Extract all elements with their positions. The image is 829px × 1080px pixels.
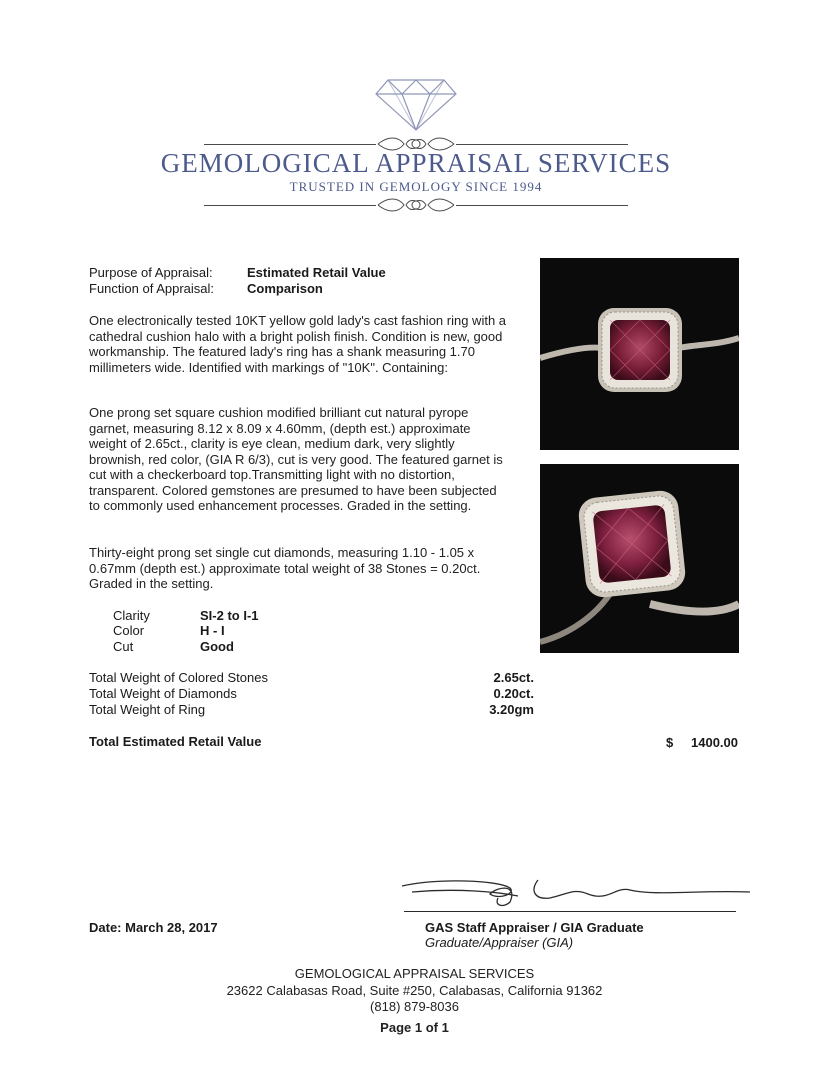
header-bottom-rule-right (456, 205, 628, 206)
header-top-rule-right (456, 144, 628, 145)
color-value: H - I (200, 623, 225, 638)
retail-value-label: Total Estimated Retail Value (89, 734, 262, 749)
ring-photo-angle (540, 464, 739, 653)
colored-stones-weight-value: 2.65ct. (493, 670, 534, 685)
page-number: Page 1 of 1 (380, 1020, 449, 1035)
appraisal-date: Date: March 28, 2017 (89, 920, 218, 935)
diamonds-weight-label: Total Weight of Diamonds (89, 686, 237, 701)
diamond-logo-icon (374, 78, 458, 132)
ring-photo-top (540, 258, 739, 450)
bottom-scroll-ornament-icon (376, 195, 456, 215)
ring-weight-value: 3.20gm (489, 702, 534, 717)
diamonds-weight-value: 0.20ct. (493, 686, 534, 701)
color-label: Color (113, 623, 145, 638)
company-name: GEMOLOGICAL APPRAISAL SERVICES (160, 148, 672, 178)
function-value: Comparison (247, 281, 323, 296)
appraiser-subtitle: Graduate/Appraiser (GIA) (425, 935, 574, 950)
company-tagline: TRUSTED IN GEMOLOGY SINCE 1994 (289, 179, 543, 194)
diamond-description: Thirty-eight prong set single cut diamonds, measuring 1.10 - 1.05 x 0.67mm (depth est.) approximate total weight of 38 Stones = 0.20ct. Graded in the setting. (89, 545, 481, 591)
cut-value: Good (200, 639, 234, 654)
ring-angle-view-icon (540, 464, 739, 653)
garnet-description: One prong set square cushion modified brilliant cut natural pyrope garnet, measuring 8.12 x 8.09 x 4.60mm, (depth est.) approximate weight of 2.65ct., clarity is eye clean, medium dark, very slightly brownish, red color, (GIA R 6/3), cut is very good. The featured garnet is cut with a checkerboard top.Transmitting light with no distortion, transparent. Colored gemstones are presumed to have been subjected to commonly used enhancement processes. Graded in the setting. (89, 405, 503, 513)
footer-company: GEMOLOGICAL APPRAISAL SERVICES (294, 966, 535, 981)
colored-stones-weight-label: Total Weight of Colored Stones (89, 670, 268, 685)
header-top-rule (204, 144, 376, 145)
appraiser-signature (398, 872, 758, 914)
header-bottom-rule (204, 205, 376, 206)
currency-symbol: $ (666, 735, 674, 750)
purpose-label: Purpose of Appraisal: (89, 265, 213, 280)
clarity-label: Clarity (113, 608, 150, 623)
footer-address: 23622 Calabasas Road, Suite #250, Calabasas, California 91362 (226, 983, 603, 998)
cut-label: Cut (113, 639, 134, 654)
ring-top-view-icon (540, 258, 739, 450)
ring-weight-label: Total Weight of Ring (89, 702, 206, 717)
signature-line (404, 911, 736, 912)
appraiser-title: GAS Staff Appraiser / GIA Graduate (425, 920, 644, 935)
retail-value-amount: 1400.00 (691, 735, 738, 750)
function-label: Function of Appraisal: (89, 281, 215, 296)
footer-phone: (818) 879-8036 (370, 999, 459, 1014)
ring-description: One electronically tested 10KT yellow gold lady's cast fashion ring with a cathedral cushion halo with a bright polish finish. Condition is new, good workmanship. The featured lady's ring has a shank measuring 1.70 millimeters wide. Identified with markings of "10K". Containing: (89, 313, 507, 375)
clarity-value: SI-2 to I-1 (200, 608, 259, 623)
purpose-value: Estimated Retail Value (247, 265, 386, 280)
